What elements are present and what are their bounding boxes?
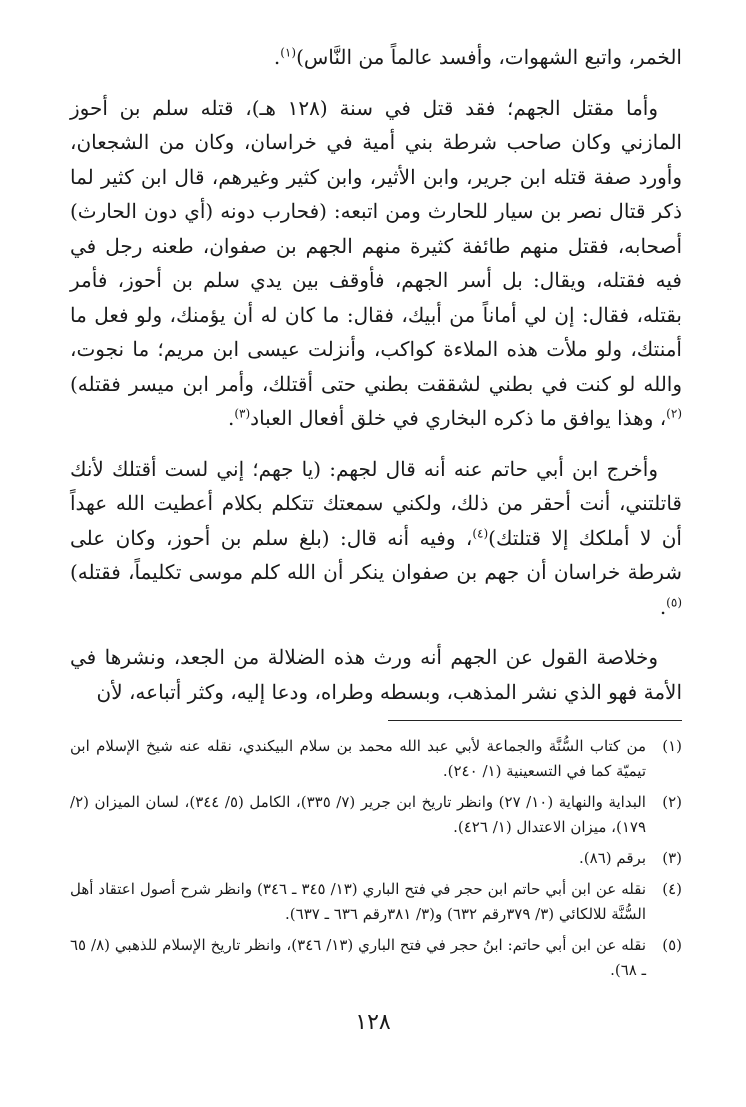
- footnote-text: من كتاب السُّنَّة والجماعة لأبي عبد الله محمد بن سلام البيكندي، نقله عنه شيخ الإسلام ابن تيميّة كما في التسعينية (١/ ٢٤٠).: [70, 737, 646, 780]
- footnote-ref-4[interactable]: (٤): [472, 525, 489, 540]
- footnote-number: (٥): [662, 936, 682, 954]
- footnote-1: [70, 734, 682, 784]
- main-text: [70, 40, 682, 709]
- footnote-number: (٤): [662, 880, 682, 898]
- footnote-ref-5[interactable]: (٥): [666, 594, 682, 609]
- footnote-text: نقله عن ابن أبي حاتم ابن حجر في فتح الباري (١٣/ ٣٤٥ ـ ٣٤٦) وانظر شرح أصول اعتقاد أهل السُّنَّة للالكائي (٣/ ٣٧٩رقم ٦٣٢) و(٣/ ٣٨١رقم ٦٣٦ ـ ٦٣٧).: [70, 880, 646, 923]
- footnote-text: البداية والنهاية (١٠/ ٢٧) وانظر تاريخ ابن جرير (٧/ ٣٣٥)، الكامل (٥/ ٣٤٤)، لسان الميزان (٢/ ١٧٩)، ميزان الاعتدال (١/ ٤٢٦).: [70, 793, 646, 836]
- footnote-2: [70, 790, 682, 840]
- footnote-number: (٢): [662, 793, 682, 811]
- footnote-divider: [388, 720, 682, 721]
- paragraph-3: وأخرج ابن أبي حاتم عنه أنه قال لجهم: (يا جهم؛ إني لست أقتلك لأنك قاتلتني، أنت أحقر من ذلك، ولكني سمعتك تتكلم بكلام أعطيت الله عهداً أن لا أملكك إلا قتلتك)$^{(٤)}$، وفيه أنه قال: (بلغ سلم بن أحوز، وكان على شرطة خراسان أن جهم بن صفوان ينكر أن الله كلم موسى تكليماً، فقتله)$^{(٥)}$.: [70, 456, 682, 619]
- paragraph-1: الخمر، واتبع الشهوات، وأفسد عالماً من النَّاس)$^{(١)}$.: [273, 45, 682, 69]
- page-number: ١٢٨: [355, 1010, 391, 1035]
- footnote-3: [70, 846, 682, 871]
- footnote-text: نقله عن ابن أبي حاتم: ابنُ حجر في فتح الباري (١٣/ ٣٤٦)، وانظر تاريخ الإسلام للذهبي (٨/ ٦٥ ـ ٦٨).: [70, 936, 646, 979]
- footnote-ref-3[interactable]: (٣): [234, 406, 251, 421]
- footnote-ref-1[interactable]: (١): [280, 45, 297, 60]
- footnote-number: (٣): [662, 849, 682, 867]
- footnote-text: برقم (٨٦).: [579, 849, 646, 867]
- footnote-ref-2[interactable]: (٢): [666, 406, 682, 421]
- footnote-5: [70, 933, 682, 983]
- footnotes: [70, 734, 682, 989]
- footnote-number: (١): [662, 737, 682, 755]
- footnote-4: [70, 877, 682, 927]
- paragraph-2: وأما مقتل الجهم؛ فقد قتل في سنة (١٢٨ هـ)، قتله سلم بن أحوز المازني وكان صاحب شرطة بني أمية في خراسان، وكان من الشجعان، وأورد صفة قتله ابن جرير، وابن الأثير، وابن كثير وغيرهم، قال ابن كثير لما ذكر قتال نصر بن سيار للحارث ومن اتبعه: (فحارب دونه (أي دون الحارث) أصحابه، فقتل منهم طائفة كثيرة منهم الجهم بن صفوان، طعنه رجل في فيه فقتله، ويقال: بل أسر الجهم، فأوقف بين يدي سلم بن أحوز، فأمر بقتله، فقال: إن لي أماناً من أبيك، فقال: ما كان له أن يؤمنك، ولو فعل ما أمنتك، ولو ملأت هذه الملاءة كواكب، وأنزلت عيسى ابن مريم؛ ما نجوت، والله لو كنت في بطني لشققت بطني حتى أقتلك، وأمر ابن ميسر فقتله)$^{(٢)}$، وهذا يوافق ما ذكره البخاري في خلق أفعال العباد$^{(٣)}$.: [70, 95, 682, 430]
- paragraph-4: وخلاصة القول عن الجهم أنه ورث هذه الضلالة من الجعد، ونشرها في الأمة فهو الذي نشر المذهب، وبسطه وطراه، ودعا إليه، وكثر أتباعه، لأن: [70, 645, 682, 704]
